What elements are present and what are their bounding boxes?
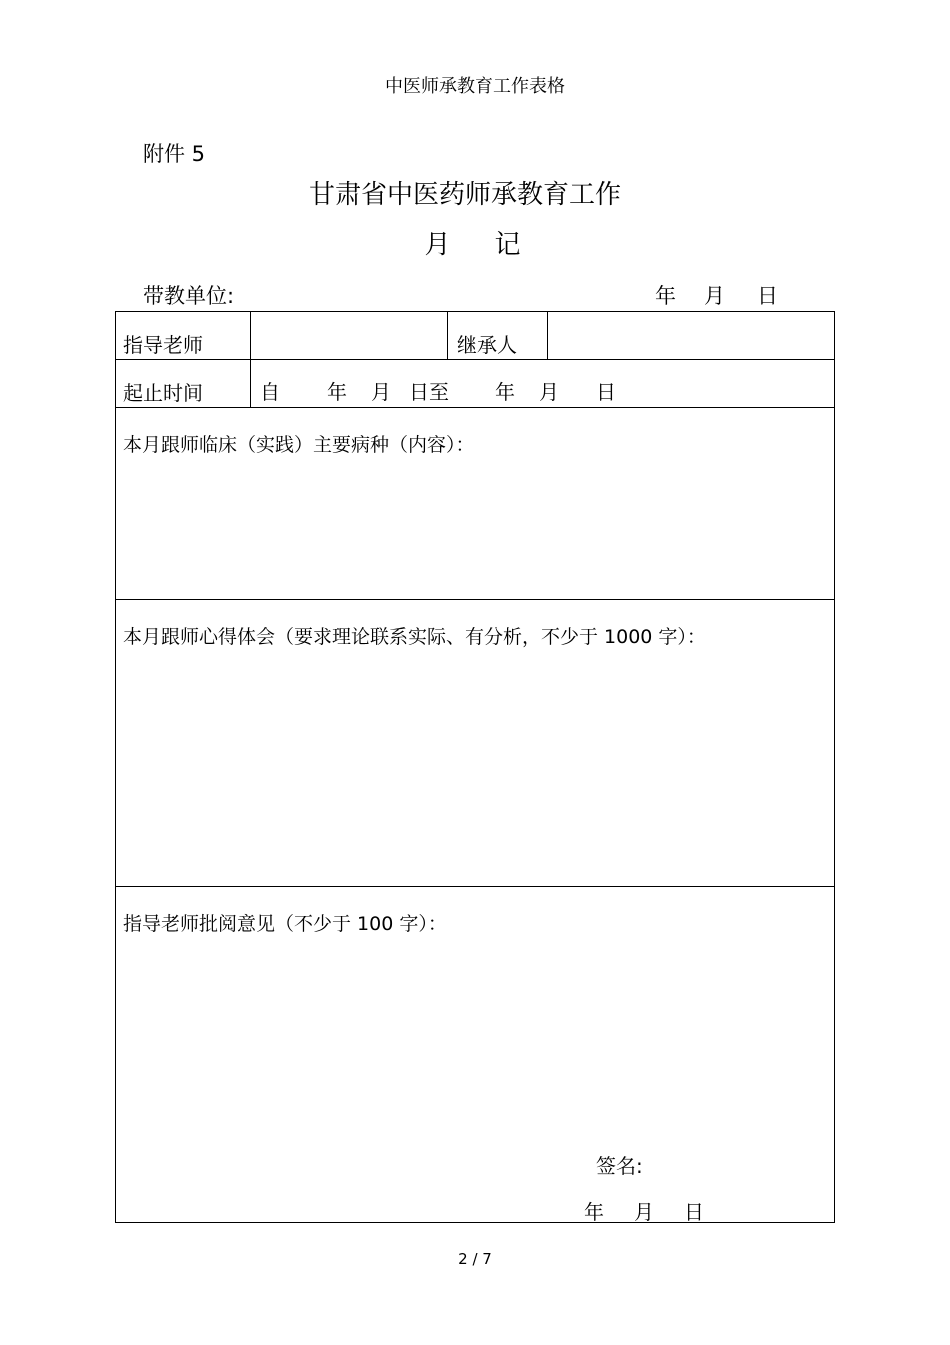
successor-field[interactable] [555, 329, 825, 353]
header-date-day: 日 [757, 284, 778, 308]
document-subtitle [0, 224, 945, 261]
sign-date-day: 日 [684, 1200, 704, 1224]
sign-date-month: 月 [634, 1200, 654, 1224]
period-label: 起止时间 [123, 381, 203, 405]
row-divider-1 [115, 359, 835, 360]
document-title: 甘肃省中医药师承教育工作 [308, 180, 621, 210]
experience-label: 本月跟师心得体会（要求理论联系实际、有分析，不少于 1000 字）： [123, 626, 706, 648]
mentor-field[interactable] [258, 329, 443, 353]
period-range[interactable] [260, 376, 616, 405]
mentor-comment-label: 指导老师批阅意见（不少于 100 字）： [123, 913, 447, 935]
subtitle-char-month: 月 [424, 230, 451, 260]
col-divider-mentor [447, 311, 448, 359]
teaching-unit-label: 带教单位: [143, 284, 235, 308]
header-date-year: 年 [655, 284, 676, 308]
col-divider-label [250, 311, 251, 407]
period-day-to: 日至 [409, 380, 449, 404]
period-from: 自 [260, 380, 280, 404]
col-divider-successor [547, 311, 548, 359]
sign-date[interactable] [584, 1196, 704, 1225]
attachment-label: 附件 5 [143, 142, 206, 166]
signature-label: 签名: [596, 1154, 643, 1178]
mentor-label: 指导老师 [123, 333, 203, 357]
row-divider-2 [115, 407, 835, 408]
period-month-1: 月 [371, 380, 391, 404]
row-divider-4 [115, 886, 835, 887]
clinical-content-label: 本月跟师临床（实践）主要病种（内容）： [123, 434, 475, 456]
running-header: 中医师承教育工作表格 [385, 76, 565, 97]
period-month-2: 月 [539, 380, 559, 404]
period-year-1: 年 [327, 380, 347, 404]
successor-label: 继承人 [457, 333, 517, 357]
period-day-2: 日 [596, 380, 616, 404]
header-date [655, 280, 778, 310]
subtitle-char-record: 记 [494, 230, 521, 260]
row-divider-3 [115, 599, 835, 600]
experience-area[interactable] [118, 652, 830, 882]
clinical-content-area[interactable] [118, 460, 830, 596]
mentor-comment-area[interactable] [118, 940, 830, 1140]
period-year-2: 年 [495, 380, 515, 404]
page-indicator: 2 / 7 [458, 1250, 492, 1268]
header-date-month: 月 [704, 284, 725, 308]
sign-date-year: 年 [584, 1200, 604, 1224]
